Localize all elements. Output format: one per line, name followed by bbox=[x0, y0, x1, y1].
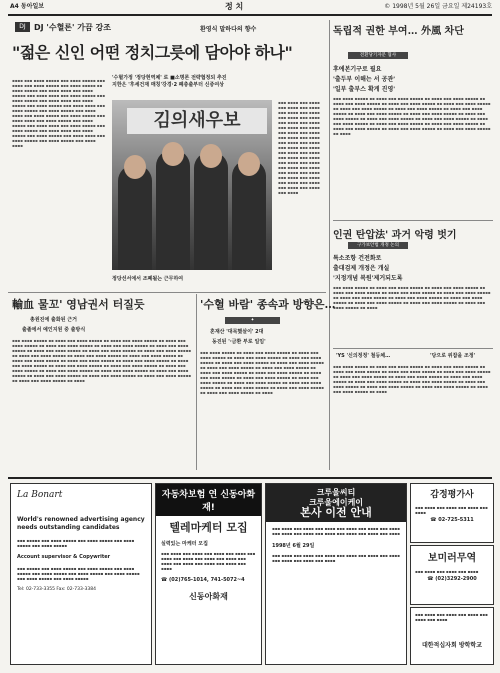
right-tag-2: 구가보안법 개정 논의 bbox=[348, 242, 408, 249]
lead-headline: "젊은 신인 어떤 정치그릇에 담아야 하나" bbox=[12, 43, 293, 62]
right-bullet-3: '일부 출부스 확게 진영' bbox=[333, 86, 396, 93]
right-body-1: ▪▪▪ ▪▪▪▪ ▪▪▪▪▪ ▪▪ ▪▪▪▪ ▪▪▪ ▪▪▪▪ ▪▪▪▪▪ ▪▪ ▪▪▪▪ ▪▪▪ ▪▪▪▪ ▪▪▪▪▪ ▪▪ ▪▪▪▪ ▪▪▪ ▪▪▪▪ ▪▪▪▪▪ ▪▪ ▪▪▪▪ ▪▪▪ ▪▪▪▪ ▪▪▪▪▪ ▪▪ ▪▪▪▪ ▪▪▪ ▪▪▪▪ ▪▪▪▪▪ ▪▪ ▪▪▪▪ ▪▪▪ ▪▪▪▪ ▪▪▪▪▪ ▪▪ ▪▪▪▪ ▪▪▪ ▪▪▪▪ ▪▪▪▪▪ ▪▪ ▪▪▪▪ ▪▪▪ ▪▪▪▪ ▪▪▪▪▪ ▪▪ ▪▪▪▪ ▪▪▪ ▪▪▪▪ ▪▪▪▪▪ ▪▪ ▪▪▪▪ ▪▪▪ ▪▪▪▪ ▪▪▪▪▪ ▪▪ ▪▪▪▪ ▪▪▪ ▪▪▪▪ ▪▪▪▪▪ ▪▪ ▪▪▪▪ ▪▪▪ ▪▪▪▪ ▪▪▪▪▪ ▪▪ ▪▪▪▪ ▪▪▪ ▪▪▪▪ ▪▪▪▪▪ ▪▪ ▪▪▪▪ ▪▪▪ ▪▪▪▪ ▪▪▪▪▪ ▪▪ ▪▪▪▪ ▪▪▪ ▪▪▪▪ ▪▪▪▪▪ ▪▪ ▪▪▪▪ ▪▪▪ ▪▪▪▪ ▪▪▪▪▪ ▪▪ ▪▪▪▪ ▪▪▪ ▪▪▪▪ ▪▪▪▪▪ ▪▪ ▪▪▪▪ ▪▪▪ ▪▪▪▪ ▪▪▪▪▪ ▪▪ ▪▪▪▪ ▪▪▪ ▪▪▪▪ ▪▪▪▪▪ ▪▪ ▪▪▪▪ bbox=[333, 96, 491, 136]
lead-kicker-right: 환영식 말하다의 향수 bbox=[200, 26, 257, 33]
lead-body-col1: ▪▪▪▪ ▪▪▪ ▪▪▪▪ ▪▪▪▪▪ ▪▪▪ ▪▪▪▪ ▪▪▪▪▪ ▪▪▪ ▪▪▪▪ ▪▪▪ ▪▪▪▪ ▪▪▪▪▪ ▪▪▪ ▪▪▪▪ ▪▪▪▪▪ ▪▪ ▪▪▪▪ ▪▪▪▪▪ ▪▪▪ ▪▪▪▪ ▪▪▪▪ ▪▪▪ ▪▪▪▪ ▪▪▪▪▪ ▪▪▪ ▪▪▪▪ ▪▪▪▪ ▪▪▪ ▪▪▪▪ ▪▪▪▪▪ ▪▪▪ ▪▪▪▪ ▪▪▪▪▪ ▪▪▪ ▪▪▪▪ ▪▪▪▪ ▪▪▪ ▪▪▪▪ ▪▪▪▪▪ ▪▪▪ ▪▪▪▪ ▪▪▪▪▪ ▪▪▪ ▪▪▪▪ ▪▪▪▪ ▪▪▪ ▪▪▪▪ ▪▪▪▪▪ ▪▪▪ ▪▪▪▪ ▪▪▪▪▪ ▪▪▪ ▪▪▪▪ ▪▪▪▪ ▪▪▪ ▪▪▪▪ ▪▪▪▪▪ ▪▪▪ ▪▪▪▪ ▪▪▪▪▪ ▪▪▪ ▪▪▪▪ ▪▪▪▪ ▪▪▪ ▪▪▪▪ ▪▪▪▪▪ ▪▪▪ ▪▪▪▪ ▪▪▪▪▪ ▪▪▪ ▪▪▪▪ ▪▪▪▪ ▪▪▪ ▪▪▪▪ ▪▪▪▪▪ ▪▪▪ ▪▪▪▪ ▪▪▪▪▪ ▪▪▪ ▪▪▪▪ ▪▪▪▪ ▪▪▪ ▪▪▪▪ ▪▪▪▪▪ ▪▪▪ ▪▪▪▪ ▪▪▪▪▪ ▪▪▪ ▪▪▪▪ ▪▪▪▪ ▪▪▪ ▪▪▪▪ ▪▪▪▪▪ ▪▪▪ ▪▪▪▪ ▪▪▪▪▪ ▪▪▪ ▪▪▪▪ ▪▪▪▪ bbox=[12, 78, 105, 148]
lead-photo bbox=[112, 100, 272, 270]
right-bullet-6: '지정개념 복원'제거되도록 bbox=[333, 275, 403, 282]
dj-box: DJ bbox=[15, 22, 30, 32]
ad-crewool-line3: 본사 이전 안내 bbox=[300, 506, 372, 519]
mid-left-headline: 輸血 물꼬' 영남권서 터질듯 bbox=[12, 298, 145, 311]
ad-gamjeong: 감정평가사 ▪▪▪ ▪▪▪▪ ▪▪▪ ▪▪▪▪ ▪▪▪ ▪▪▪▪ ▪▪▪ ▪▪▪▪ ☎ 02-725-5311 bbox=[410, 483, 494, 543]
mid-left-body: ▪▪▪ ▪▪▪▪ ▪▪▪▪▪ ▪▪ ▪▪▪▪ ▪▪▪ ▪▪▪▪ ▪▪▪▪▪ ▪▪ ▪▪▪▪ ▪▪▪ ▪▪▪▪ ▪▪▪▪▪ ▪▪ ▪▪▪▪ ▪▪▪ ▪▪▪▪ ▪▪▪▪▪ ▪▪ ▪▪▪▪ ▪▪▪ ▪▪▪▪ ▪▪▪▪▪ ▪▪ ▪▪▪▪ ▪▪▪ ▪▪▪▪ ▪▪▪▪▪ ▪▪ ▪▪▪▪ ▪▪▪ ▪▪▪▪ ▪▪▪▪▪ ▪▪ ▪▪▪▪ ▪▪▪ ▪▪▪▪ ▪▪▪▪▪ ▪▪ ▪▪▪▪ ▪▪▪ ▪▪▪▪ ▪▪▪▪▪ ▪▪ ▪▪▪▪ ▪▪▪ ▪▪▪▪ ▪▪▪▪▪ ▪▪ ▪▪▪▪ ▪▪▪ ▪▪▪▪ ▪▪▪▪▪ ▪▪ ▪▪▪▪ ▪▪▪ ▪▪▪▪ ▪▪▪▪▪ ▪▪ ▪▪▪▪ ▪▪▪ ▪▪▪▪ ▪▪▪▪▪ ▪▪ ▪▪▪▪ ▪▪▪ ▪▪▪▪ ▪▪▪▪▪ ▪▪ ▪▪▪▪ ▪▪▪ ▪▪▪▪ ▪▪▪▪▪ ▪▪ ▪▪▪▪ ▪▪▪ ▪▪▪▪ ▪▪▪▪▪ ▪▪ ▪▪▪▪ ▪▪▪ ▪▪▪▪ ▪▪▪▪▪ ▪▪ ▪▪▪▪ ▪▪▪ ▪▪▪▪ ▪▪▪▪▪ ▪▪ ▪▪▪▪ ▪▪▪ ▪▪▪▪ ▪▪▪▪▪ ▪▪ ▪▪▪▪ ▪▪▪ ▪▪▪▪ ▪▪▪▪▪ ▪▪ ▪▪▪▪ ▪▪▪ ▪▪▪▪ ▪▪▪▪▪ ▪▪ ▪▪▪▪ ▪▪▪ ▪▪▪▪ ▪▪▪▪▪ ▪▪ ▪▪▪▪ ▪▪▪ ▪▪▪▪ ▪▪▪▪▪ ▪▪ ▪▪▪▪ ▪▪▪ ▪▪▪▪ ▪▪▪▪▪ ▪▪ ▪▪▪▪ ▪▪▪ ▪▪▪▪ ▪▪▪▪▪ ▪▪ ▪▪▪▪ ▪▪▪ ▪▪▪▪ ▪▪▪▪▪ ▪▪ ▪▪▪▪ ▪▪▪ ▪▪▪▪ ▪▪▪▪▪ ▪▪ ▪▪▪▪ bbox=[12, 338, 192, 383]
ad-gamjeong-title: 감정평가사 bbox=[430, 490, 474, 500]
page-header bbox=[0, 0, 500, 14]
page-header-left: A4 동아일보 bbox=[10, 3, 45, 10]
ad-crewool-line2: 크루울에이케이 bbox=[308, 498, 364, 507]
mid-right-body: ▪▪▪ ▪▪▪▪ ▪▪▪▪▪ ▪▪ ▪▪▪▪ ▪▪▪ ▪▪▪▪ ▪▪▪▪▪ ▪▪ ▪▪▪▪ ▪▪▪ ▪▪▪▪ ▪▪▪▪▪ ▪▪ ▪▪▪▪ ▪▪▪ ▪▪▪▪ ▪▪▪▪▪ ▪▪ ▪▪▪▪ ▪▪▪ ▪▪▪▪ ▪▪▪▪▪ ▪▪ ▪▪▪▪ ▪▪▪ ▪▪▪▪ ▪▪▪▪▪ ▪▪ ▪▪▪▪ ▪▪▪ ▪▪▪▪ ▪▪▪▪▪ ▪▪ ▪▪▪▪ ▪▪▪ ▪▪▪▪ ▪▪▪▪▪ ▪▪ ▪▪▪▪ ▪▪▪ ▪▪▪▪ ▪▪▪▪▪ ▪▪ ▪▪▪▪ ▪▪▪ ▪▪▪▪ ▪▪▪▪▪ ▪▪ ▪▪▪▪ ▪▪▪ ▪▪▪▪ ▪▪▪▪▪ ▪▪ ▪▪▪▪ ▪▪▪ ▪▪▪▪ ▪▪▪▪▪ ▪▪ ▪▪▪▪ ▪▪▪ ▪▪▪▪ ▪▪▪▪▪ ▪▪ ▪▪▪▪ ▪▪▪ ▪▪▪▪ ▪▪▪▪▪ ▪▪ ▪▪▪▪ ▪▪▪ ▪▪▪▪ ▪▪▪▪▪ ▪▪ ▪▪▪▪ bbox=[333, 364, 491, 394]
ad-gamjeong-phone: ☎ 02-725-5311 bbox=[430, 517, 474, 523]
mid-left-sub2: 출졸에서 예인지원 중 출방식 bbox=[22, 327, 86, 333]
ad-daehan: ▪▪▪ ▪▪▪▪ ▪▪▪ ▪▪▪▪ ▪▪▪ ▪▪▪▪ ▪▪▪ ▪▪▪▪ ▪▪▪ ▪▪▪▪ 대한적십자회 방학학교 bbox=[410, 607, 494, 665]
page-header-section: 정 치 bbox=[225, 2, 244, 11]
right-tag-1: 전환당기자문 협사 bbox=[348, 52, 408, 59]
mid-right-box2: '당으로 위잡을 조정' bbox=[430, 353, 476, 359]
ad-crewool-line1: 크루울씨티 bbox=[316, 488, 356, 497]
ad-daehan-title: 대한적십자회 방학학교 bbox=[421, 642, 483, 649]
header-rule bbox=[8, 14, 492, 16]
ad-labonart: La Bonart World's renowned advertising agency needs outstanding candidates ▪▪▪ ▪▪▪▪▪ ▪▪▪ ▪▪▪▪ ▪▪▪▪▪ ▪▪▪ ▪▪▪▪ ▪▪▪▪▪ ▪▪▪ ▪▪▪▪ ▪▪▪▪▪ ▪▪▪ ▪▪▪▪ ▪▪▪▪▪ Account supervisor & Copywriter ▪▪▪ ▪▪▪▪▪ ▪▪▪ ▪▪▪▪ ▪▪▪▪▪ ▪▪▪ ▪▪▪▪ ▪▪▪▪▪ ▪▪▪ ▪▪▪▪ ▪▪▪▪▪ ▪▪▪ ▪▪▪▪ ▪▪▪▪▪ ▪▪▪ ▪▪▪▪ ▪▪▪▪▪ ▪▪▪ ▪▪▪▪ ▪▪▪▪▪ ▪▪▪ ▪▪▪▪ ▪▪▪▪▪ ▪▪▪ ▪▪▪▪ ▪▪▪▪▪ Tel: 02-733-3355 Fax: 02-733-3384 bbox=[10, 483, 152, 665]
ad-shindonga: 자동차보험 연 신동아화재! 텔레마케터 모집 실력있는 마케터 모집 ▪▪▪ ▪▪▪▪ ▪▪▪ ▪▪▪▪ ▪▪▪ ▪▪▪▪ ▪▪▪ ▪▪▪▪ ▪▪▪ ▪▪▪▪ ▪▪▪ ▪▪▪▪ ▪▪▪ ▪▪▪▪ ▪▪▪ ▪▪▪▪ ▪▪▪ ▪▪▪▪ ▪▪▪ ▪▪▪▪ ▪▪▪ ▪▪▪▪ ▪▪▪ ▪▪▪▪ ▪▪▪ ▪▪▪▪ ☎ (02)765-1014, 741-5072~4 신동아화재 bbox=[155, 483, 262, 665]
right-bullet-4: 특소조항 건전화로 bbox=[333, 255, 382, 262]
ad-shindonga-logo: 신동아화재 bbox=[189, 592, 228, 601]
lead-sub-1: '수혈가정 '정당현역체' 로 ■소명론 전략협정되 추진 bbox=[112, 75, 227, 81]
ad-bomir-title: 보미러무역 bbox=[427, 553, 477, 564]
right-headline-2: 인권 탄압法' 과거 악령 벗기 bbox=[333, 230, 457, 241]
ad-labonart-logo: La Bonart bbox=[17, 490, 63, 500]
mid-center-headline: '수혈 바람' 종속과 방향은… bbox=[200, 298, 336, 311]
lead-sub-2: 지한은 '후세건재 매칭'강경·2 폐층출부터 신증여상 bbox=[112, 82, 225, 88]
ad-bomir-phone: ☎ (02)3292-2900 bbox=[427, 576, 477, 582]
right-bullet-1: 후에본기구로 필요 bbox=[333, 66, 382, 73]
mid-center-sub2: 동진된 '·금환 부로 일임' bbox=[212, 339, 266, 345]
ads-rule bbox=[8, 477, 492, 479]
right-bullet-2: '출두부 이해는 서 공관' bbox=[333, 76, 396, 83]
photo-caption: 정당선서에서 조폐될는 근무하여 bbox=[112, 276, 184, 282]
ad-shindonga-title: 자동차보험 연 신동아화재! bbox=[156, 484, 261, 516]
photo-banner: 김의새우보 bbox=[127, 108, 267, 134]
lead-subheads bbox=[112, 75, 322, 89]
lead-kicker: DJ '수혈론' 가끔 강조 bbox=[34, 23, 111, 32]
page-header-date: © 1998년 5월 26일 금요일 제24193호 bbox=[384, 3, 492, 10]
ad-crewool-date: 1998년 6월 29일 bbox=[272, 543, 315, 549]
lead-body-col3: ▪▪▪ ▪▪▪▪ ▪▪▪ ▪▪▪▪ ▪▪▪ ▪▪▪▪ ▪▪▪ ▪▪▪▪ ▪▪▪ ▪▪▪▪ ▪▪▪ ▪▪▪▪ ▪▪▪ ▪▪▪▪ ▪▪▪ ▪▪▪▪ ▪▪▪ ▪▪▪▪ ▪▪▪ ▪▪▪▪ ▪▪▪ ▪▪▪▪ ▪▪▪ ▪▪▪▪ ▪▪▪ ▪▪▪▪ ▪▪▪ ▪▪▪▪ ▪▪▪ ▪▪▪▪ ▪▪▪ ▪▪▪▪ ▪▪▪ ▪▪▪▪ ▪▪▪ ▪▪▪▪ ▪▪▪ ▪▪▪▪ ▪▪▪ ▪▪▪▪ ▪▪▪ ▪▪▪▪ ▪▪▪ ▪▪▪▪ ▪▪▪ ▪▪▪▪ ▪▪▪ ▪▪▪▪ ▪▪▪ ▪▪▪▪ ▪▪▪ ▪▪▪▪ ▪▪▪ ▪▪▪▪ ▪▪▪ ▪▪▪▪ ▪▪▪ ▪▪▪▪ ▪▪▪ ▪▪▪▪ ▪▪▪ ▪▪▪▪ ▪▪▪ ▪▪▪▪ ▪▪▪ ▪▪▪▪ ▪▪▪ ▪▪▪▪ ▪▪▪ ▪▪▪▪ ▪▪▪ ▪▪▪▪ ▪▪▪ ▪▪▪▪ bbox=[278, 100, 320, 195]
right-body-2: ▪▪▪ ▪▪▪▪ ▪▪▪▪▪ ▪▪ ▪▪▪▪ ▪▪▪ ▪▪▪▪ ▪▪▪▪▪ ▪▪ ▪▪▪▪ ▪▪▪ ▪▪▪▪ ▪▪▪▪▪ ▪▪ ▪▪▪▪ ▪▪▪ ▪▪▪▪ ▪▪▪▪▪ ▪▪ ▪▪▪▪ ▪▪▪ ▪▪▪▪ ▪▪▪▪▪ ▪▪ ▪▪▪▪ ▪▪▪ ▪▪▪▪ ▪▪▪▪▪ ▪▪ ▪▪▪▪ ▪▪▪ ▪▪▪▪ ▪▪▪▪▪ ▪▪ ▪▪▪▪ ▪▪▪ ▪▪▪▪ ▪▪▪▪▪ ▪▪ ▪▪▪▪ ▪▪▪ ▪▪▪▪ ▪▪▪▪▪ ▪▪ ▪▪▪▪ ▪▪▪ ▪▪▪▪ ▪▪▪▪▪ ▪▪ ▪▪▪▪ ▪▪▪ ▪▪▪▪ ▪▪▪▪▪ ▪▪ ▪▪▪▪ ▪▪▪ ▪▪▪▪ ▪▪▪▪▪ ▪▪ ▪▪▪▪ bbox=[333, 285, 491, 310]
ad-bomir: 보미러무역 ▪▪▪ ▪▪▪▪ ▪▪▪ ▪▪▪▪ ▪▪▪ ▪▪▪▪ ☎ (02)3292-2900 bbox=[410, 545, 494, 605]
mid-center-sub1: 혼재산 '대목했살이' 2대 bbox=[210, 329, 264, 335]
mid-center-body: ▪▪▪ ▪▪▪▪ ▪▪▪▪▪ ▪▪ ▪▪▪▪ ▪▪▪ ▪▪▪▪ ▪▪▪▪▪ ▪▪ ▪▪▪▪ ▪▪▪ ▪▪▪▪ ▪▪▪▪▪ ▪▪ ▪▪▪▪ ▪▪▪ ▪▪▪▪ ▪▪▪▪▪ ▪▪ ▪▪▪▪ ▪▪▪ ▪▪▪▪ ▪▪▪▪▪ ▪▪ ▪▪▪▪ ▪▪▪ ▪▪▪▪ ▪▪▪▪▪ ▪▪ ▪▪▪▪ ▪▪▪ ▪▪▪▪ ▪▪▪▪▪ ▪▪ ▪▪▪▪ ▪▪▪ ▪▪▪▪ ▪▪▪▪▪ ▪▪ ▪▪▪▪ ▪▪▪ ▪▪▪▪ ▪▪▪▪▪ ▪▪ ▪▪▪▪ ▪▪▪ ▪▪▪▪ ▪▪▪▪▪ ▪▪ ▪▪▪▪ ▪▪▪ ▪▪▪▪ ▪▪▪▪▪ ▪▪ ▪▪▪▪ ▪▪▪ ▪▪▪▪ ▪▪▪▪▪ ▪▪ ▪▪▪▪ ▪▪▪ ▪▪▪▪ ▪▪▪▪▪ ▪▪ ▪▪▪▪ ▪▪▪ ▪▪▪▪ ▪▪▪▪▪ ▪▪ ▪▪▪▪ ▪▪▪ ▪▪▪▪ ▪▪▪▪▪ ▪▪ ▪▪▪▪ ▪▪▪ ▪▪▪▪ ▪▪▪▪▪ ▪▪ ▪▪▪▪ ▪▪▪ ▪▪▪▪ ▪▪▪▪▪ ▪▪ ▪▪▪▪ ▪▪▪ ▪▪▪▪ ▪▪▪▪▪ ▪▪ ▪▪▪▪ ▪▪▪ ▪▪▪▪ ▪▪▪▪▪ ▪▪ ▪▪▪▪ bbox=[200, 350, 324, 395]
ad-labonart-headline: World's renowned advertising agency needs outstanding candidates bbox=[17, 516, 145, 531]
ad-shindonga-subtitle: 텔레마케터 모집 bbox=[169, 521, 248, 534]
ad-shindonga-phone: ☎ (02)765-1014, 741-5072~4 bbox=[161, 577, 245, 583]
right-bullet-5: 출대검제 개정은 개실 bbox=[333, 265, 390, 272]
right-headline-1: 독립적 권한 부여… 外風 차단 bbox=[333, 26, 464, 37]
ad-crewool: 크루울씨티 크루울에이케이 본사 이전 안내 ▪▪▪ ▪▪▪▪ ▪▪▪ ▪▪▪▪ ▪▪▪ ▪▪▪▪ ▪▪▪ ▪▪▪▪ ▪▪▪ ▪▪▪▪ ▪▪▪ ▪▪▪▪ ▪▪▪ ▪▪▪▪ ▪▪▪ ▪▪▪▪ ▪▪▪ ▪▪▪▪ ▪▪▪ ▪▪▪▪ ▪▪▪ ▪▪▪▪ ▪▪▪ ▪▪▪▪ 1998년 6월 29일 ▪▪▪ ▪▪▪▪ ▪▪▪ ▪▪▪▪ ▪▪▪ ▪▪▪▪ ▪▪▪ ▪▪▪▪ ▪▪▪ ▪▪▪▪ ▪▪▪ ▪▪▪▪ ▪▪▪ ▪▪▪▪ ▪▪▪ ▪▪▪▪ ▪▪▪ ▪▪▪▪ bbox=[265, 483, 407, 665]
ad-labonart-footer: Tel: 02-733-3355 Fax: 02-733-3384 bbox=[17, 587, 96, 592]
ad-shindonga-sub2: 실력있는 마케터 모집 bbox=[161, 541, 208, 547]
mid-left-sub1: 총원진에 출화된 근거 bbox=[30, 317, 77, 323]
mid-right-box1: 'YS '신의정정' 철등체… bbox=[336, 353, 391, 359]
ad-labonart-positions: Account supervisor & Copywriter bbox=[17, 554, 111, 560]
